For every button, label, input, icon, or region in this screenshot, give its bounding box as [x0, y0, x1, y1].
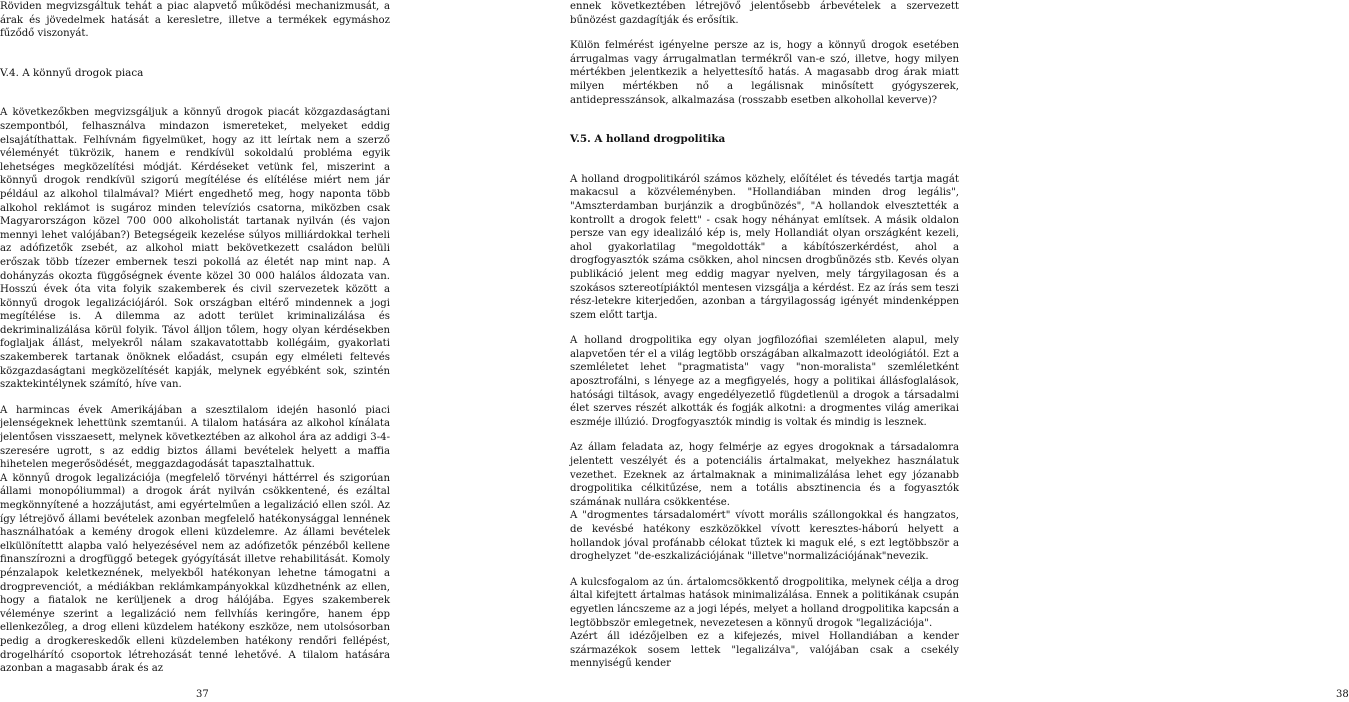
section-heading-v4: V.4. A könnyű drogok piaca	[0, 66, 144, 79]
intro-paragraph: Röviden megvizsgáltuk tehát a piac alapvető működési mechanizmusát, a árak és jövedelmek hatását a keresletre, illetve a termékek egymáshoz fűződő viszonyát.	[0, 1, 390, 40]
paragraph: A kulcsfogalom az ún. ártalomcsökkentő drogpolitika, melynek célja a drog által kifejtett ártalmas hatások minimalizálása. Ennek a politikának csupán egyetlen láncszeme az a jogi lépés, melyet a holland drogpolitika kapcsán a legtöbbször emlegetnek, nevezetesen a könnyű drogok "legalizációja".	[570, 576, 959, 629]
paragraph: A holland drogpolitikáról számos közhely, előítélet és tévedés tartja magát makacsul a közvéleményben. "Hollandiában minden drog legális", "Amszterdamban burjánzik a drogbűnözés", "A hollandok elvesztették a kontrollt a drogok felett" - csak hogy néhányat említsek. A másik oldalon persze van egy idealizáló kép is, mely Hollandiát olyan országként kezeli, ahol gyakorlatilag "megoldották" a kábítószerkérdést, ahol a drogfogyasztók száma csökken, ahol nincsen drogbűnözés stb. Kevés olyan publikáció jelent meg eddig magyar nyelven, mely tárgyilagosan és a szokásos sztereotípiáktól mentesen vizsgálja a kérdést. Ez az írás sem teszi rész-letekre kiterjedően, azonban a tárgyilagosság igényét mindenképpen szem előtt tartja.	[570, 173, 959, 321]
right-page	[570, 0, 1349, 702]
paragraph: Azért áll idézőjelben ez a kifejezés, mivel Hollandiában a kender származékok sosem lettek "legalizálva", valójában csak a csekély mennyiségű kender	[570, 631, 959, 670]
paragraph: Az állam feladata az, hogy felmérje az egyes drogoknak a társadalomra jelentett veszélyét és a potenciális ártalmakat, melyekhez használatuk vezethet. Ezeknek az ártalmaknak a minimalizálása lehet egy józanabb drogpolitika célkitűzése, nem a totális absztinencia és a fogyasztók számának nullára csökkentése.	[570, 442, 959, 508]
section-heading-v5: V.5. A holland drogpolitika	[570, 133, 726, 146]
paragraph: A következőkben megvizsgáljuk a könnyű drogok piacát közgazdaságtani szempontból, felhasználva mindazon ismereteket, melyeket eddig elsajátíthattak. Felhívnám figyelmüket, hogy az itt leírtak nem a szerző véleményét tükrözik, hanem e rendkívül sokoldalú probléma egyik lehetséges megközelítési módját. Kérdéseket vetünk fel, miszerint a könnyű drogok rendkívül szigorú megítélése és elítélése miért nem jár például az alkohol tilalmával? Miért engedhető meg, hogy naponta több alkohol reklámot is sugároz minden televíziós csatorna, miközben csak Magyarországon közel 700 000 alkoholistát tartanak nyilván (és vajon mennyi lehet valójában?) Betegségeik kezelése súlyos milliárdokkal terheli az adófizetők zsebét, az alkohol miatt bekövetkezett családon belüli erőszak több tízezer embernek teszi pokollá az életét nap mint nap. A dohányzás okozta függőségnek évente közel 30 000 halálos áldozata van. Hosszú évek óta vita folyik szakemberek és civil szervezetek között a könnyű drogok legalizációjáról. Sok országban eltérő mindennek a jogi megítélése is. A dilemma az adott terület kriminalizálása és dekriminalizálása körül folyik. Távol álljon tőlem, hogy olyan kérdésekben foglaljak állást, melyekről nálam szakavatottabb kollégáim, gyakorlati szakemberek tartanak önöknek előadást, csupán egy elméleti feltevés közgazdaságtani megközelítését kapják, melynek egyébként sok, szintén szaktekintélynek számító, híve van.	[0, 107, 390, 391]
paragraph: ennek következtében létrejövő jelentősebb árbevételek a szervezett bűnözést gazdagítják és erősítik.	[570, 1, 959, 26]
page-number: 38	[1336, 689, 1349, 700]
paragraph: Külön felmérést igényelne persze az is, hogy a könnyű drogok esetében árrugalmas vagy árrugalmatlan termékről van-e szó, illetve, hogy milyen mértékben jelentkezik a helyettesítő hatás. A magasabb drog árak miatt milyen mértékben nő a legálisnak minősített gyógyszerek, antidepresszánsok, alkalmazása (rosszabb esetben alkohollal keverve)?	[570, 40, 959, 106]
left-page-column	[0, 0, 390, 676]
left-page	[0, 0, 390, 702]
right-page-column	[570, 0, 959, 671]
page-number: 37	[196, 689, 209, 700]
paragraph: A harmincas évek Amerikájában a szesztilalom idején hasonló piaci jelenségeknek lehettünk szemtanúi. A tilalom hatására az alkohol kínálata jelentősen visszaesett, melynek következtében az alkohol ára az addigi 3-4-szeresére ugrott, s az eddig biztos állami bevételek helyett a maffia hihetelen megerősödését, meggazdagodását tapasztalhattuk.	[0, 404, 390, 471]
paragraph: A holland drogpolitika egy olyan jogfilozófiai szemléleten alapul, mely alapvetően tér el a világ legtöbb országában alkalmazott ideológiától. Ezt a szemléletet lehet "pragmatista" vagy "non-moralista" szemléletként aposztrofálni, s lényege az a megfigyelés, hogy a politikai állásfoglalások, hatósági tiltások, avagy engedélyezetlő fügdetlenül a drogok a társadalmi élet szerves részét alkották és fogják alkotni: a drogmentes világ amerikai eszméje illúzió. Drogfogyasztók mindig is voltak és mindig is lesznek.	[570, 335, 959, 428]
paragraph: A könnyű drogok legalizációja (megfelelő törvényi háttérrel és szigorúan állami monopóliummal) a drogok árát nyilván csökkentené, és ezáltal megkönnyítené a hozzájutást, ami egyértelműen a legalizáció ellen szól. Az így létrejövő állami bevételek azonban megfelelő hatékonysággal lennének használhatóak a kemény drogok elleni küzdelemre. Az állami bevételek elkülönítettt alapba való helyezésével nem az adófizetők pénzéből kellene finanszírozni a drogfüggő betegek gyógyítását illetve rehabilitását. Komoly pénzalapok keletkeznének, melyekből hatékonyan lehetne támogatni a drogprevenciót, a médiákban reklámkampányokkal küzdhetnénk az ellen, hogy a fiatalok ne kerüljenek a drog hálójába. Egyes szakemberek véleménye szerint a legalizáció nem fellvhíás keringőre, hanem épp ellenkezőleg, a drog elleni küzdelem hatékony eszköze, nem utolsósorban pedig a drogkereskedők elleni küzdelemben hatékony rendőri fellépést, drogelhárító csoportok létrehozását tenné lehetővé. A tilalom hatására azonban a magasabb árak és az	[0, 472, 390, 675]
paragraph: A "drogmentes társadalomért" vívott morális szállongokkal és hangzatos, de kevésbé hatékony eszközökkel vívott keresztes-háború helyett a hollandok jóval profánabb célokat tűztek ki maguk elé, s ezt legtöbbször a droghelyzet "de-eszkalizációjának "illetve"normalizációjának"nevezik.	[570, 510, 959, 563]
